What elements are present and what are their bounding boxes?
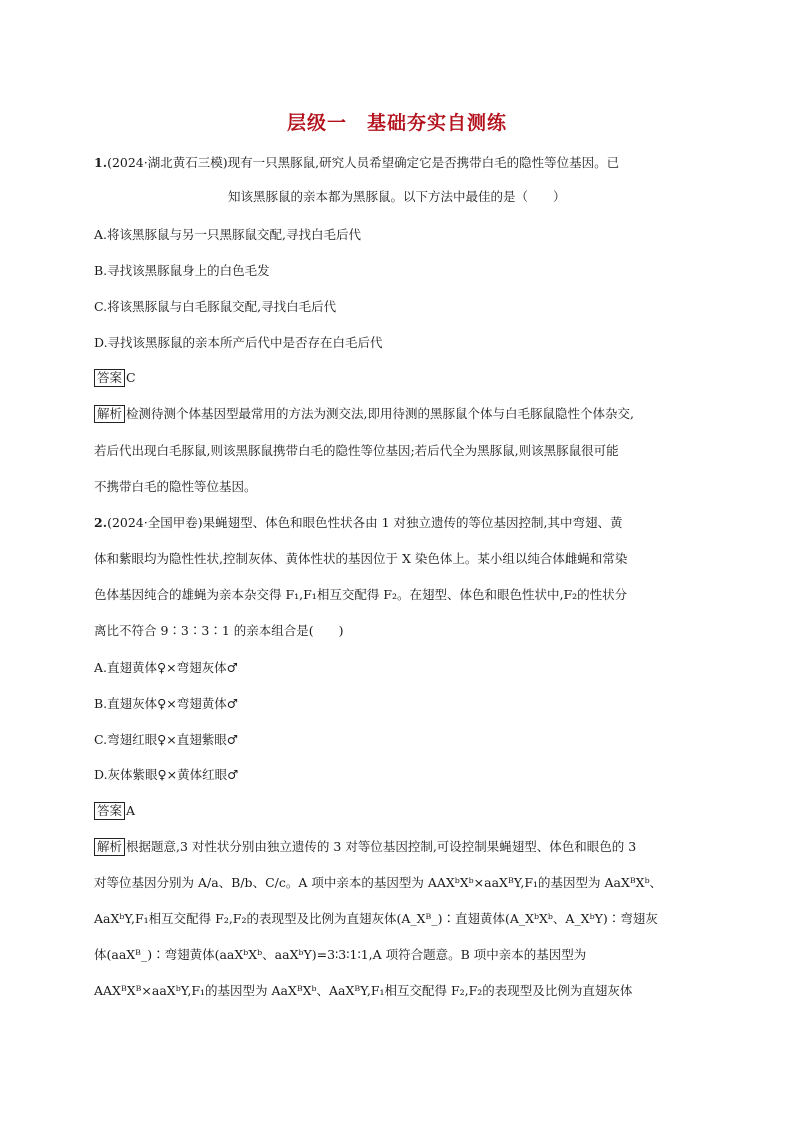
q1-analysis-line-3: 不携带白毛的隐性等位基因。 (94, 479, 257, 494)
q2-analysis-line-3: AaXᵇY,F₁相互交配得 F₂,F₂的表现型及比例为直翅灰体(A_Xᴮ_)∶直翅黄体(A_XᵇXᵇ、A_XᵇY)∶弯翅灰 (94, 911, 658, 926)
answer-label: 答案 (94, 369, 125, 387)
q2-option-b: B.直翅灰体♀×弯翅黄体♂ (94, 696, 238, 711)
section-title: 层级一 基础夯实自测练 (286, 112, 507, 134)
q2-analysis-line-4: 体(aaXᴮ_)∶弯翅黄体(aaXᵇXᵇ、aaXᵇY)=3∶3∶1∶1,A 项符合题意。B 项中亲本的基因型为 (94, 947, 587, 962)
q2-analysis-line-1 (94, 838, 714, 856)
q2-option-c: C.弯翅红眼♀×直翅紫眼♂ (94, 732, 238, 747)
q1-option-d: D.寻找该黑豚鼠的亲本所产后代中是否存在白毛后代 (94, 335, 383, 350)
q2-stem-line-2: 体和紫眼均为隐性性状,控制灰体、黄体性状的基因位于 X 染色体上。某小组以纯合体雌蝇和常染 (94, 551, 628, 566)
q2-stem-line-3: 色体基因纯合的雄蝇为亲本杂交得 F₁,F₁相互交配得 F₂。在翅型、体色和眼色性状中,F₂的性状分 (94, 587, 628, 602)
q1-option-c: C.将该黑豚鼠与白毛豚鼠交配,寻找白毛后代 (94, 299, 337, 314)
q1-analysis-line-2: 若后代出现白毛豚鼠,则该黑豚鼠携带白毛的隐性等位基因;若后代全为黑豚鼠,则该黑豚鼠很可能 (94, 443, 619, 458)
q1-option-a: A.将该黑豚鼠与另一只黑豚鼠交配,寻找白毛后代 (94, 227, 361, 242)
analysis-text: 根据题意,3 对性状分别由独立遗传的 3 对等位基因控制,可设控制果蝇翅型、体色和眼色的 3 (126, 839, 637, 854)
q1-answer (94, 369, 714, 387)
q2-number: 2. (94, 515, 108, 530)
q2-analysis-line-2: 对等位基因分别为 A/a、B/b、C/c。A 项中亲本的基因型为 AAXᵇXᵇ×aaXᴮY,F₁的基因型为 AaXᴮXᵇ、 (94, 875, 663, 890)
q2-stem-line-4: 离比不符合 9∶3∶3∶1 的亲本组合是( ) (94, 623, 344, 638)
q1-option-b: B.寻找该黑豚鼠身上的白色毛发 (94, 263, 270, 278)
answer-value: C (126, 370, 136, 385)
analysis-text: 检测待测个体基因型最常用的方法为测交法,即用待测的黑豚鼠个体与白毛豚鼠隐性个体杂交, (126, 406, 634, 421)
q1-stem-line-2: 知该黑豚鼠的亲本都为黑豚鼠。以下方法中最佳的是（ ） (228, 189, 566, 204)
q1-analysis-line-1 (94, 405, 714, 423)
q2-stem-text-1: (2024·全国甲卷)果蝇翅型、体色和眼色性状各由 1 对独立遗传的等位基因控制,其中弯翅、黄 (107, 515, 623, 530)
q2-answer (94, 802, 714, 820)
analysis-label: 解析 (94, 405, 125, 423)
answer-value: A (126, 803, 136, 818)
analysis-label: 解析 (94, 838, 125, 856)
q2-analysis-line-5: AAXᴮXᴮ×aaXᵇY,F₁的基因型为 AaXᴮXᵇ、AaXᴮY,F₁相互交配得 F₂,F₂的表现型及比例为直翅灰体 (94, 983, 633, 998)
q1-stem-line-1 (94, 154, 714, 172)
q1-number: 1. (94, 155, 108, 170)
answer-label: 答案 (94, 802, 125, 820)
q2-option-d: D.灰体紫眼♀×黄体红眼♂ (94, 767, 239, 782)
q1-stem-text-1: (2024·湖北黄石三模)现有一只黑豚鼠,研究人员希望确定它是否携带白毛的隐性等位基因。已 (107, 155, 620, 170)
q2-stem-line-1 (94, 514, 714, 532)
q2-option-a: A.直翅黄体♀×弯翅灰体♂ (94, 660, 238, 675)
